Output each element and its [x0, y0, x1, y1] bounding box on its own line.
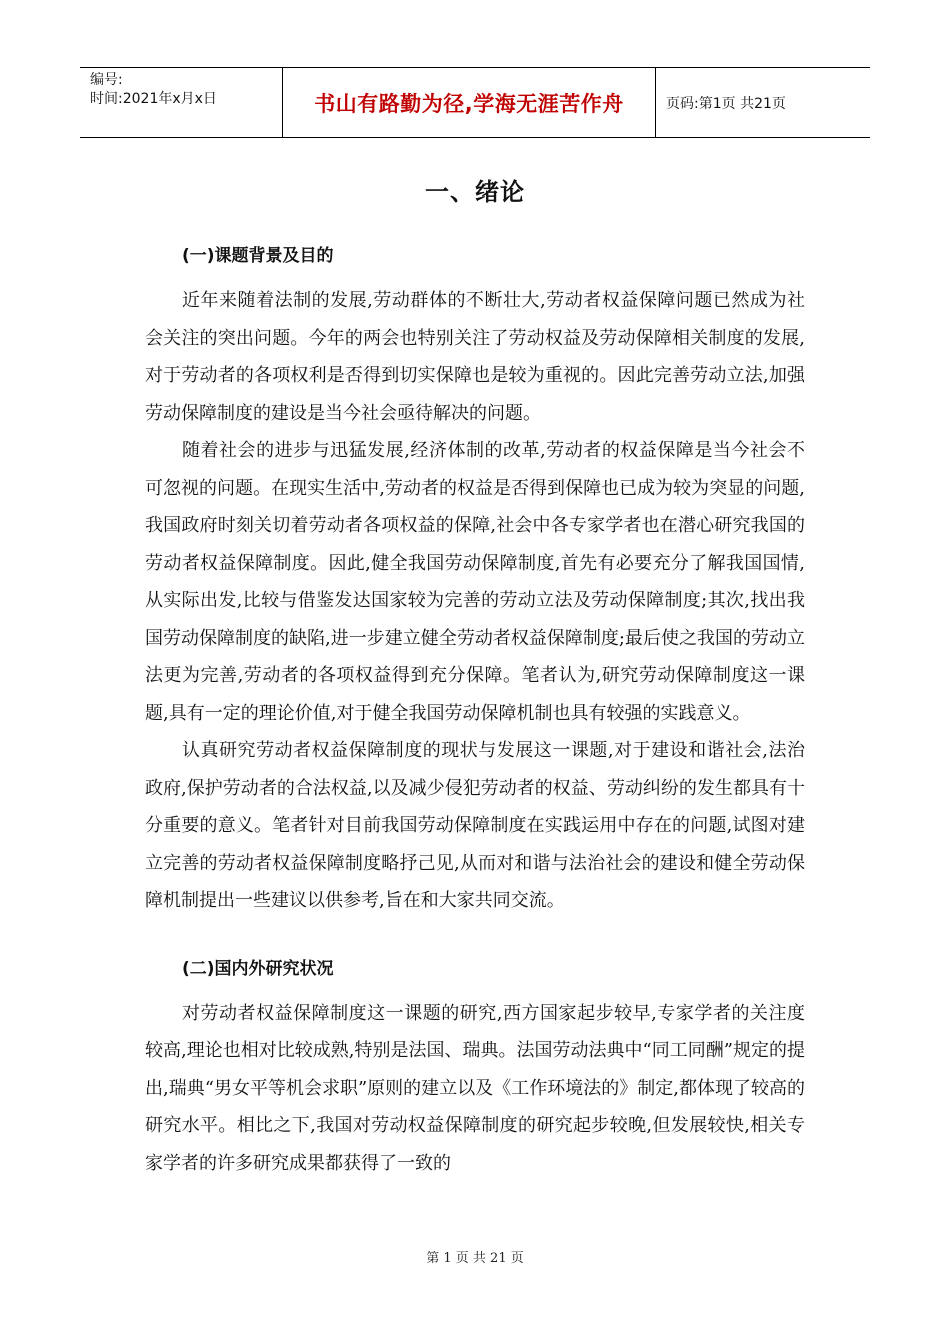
document-body [145, 160, 805, 1182]
paragraph: 随着社会的进步与迅猛发展,经济体制的改革,劳动者的权益保障是当今社会不可忽视的问题。在现实生活中,劳动者的权益是否得到保障也已成为较为突显的问题,我国政府时刻关切着劳动者各项权益的保障,社会中各专家学者也在潜心研究我国的劳动者权益保障制度。因此,健全我国劳动保障制度,首先有必要充分了解我国国情,从实际出发,比较与借鉴发达国家较为完善的劳动立法及劳动保障制度;其次,找出我国劳动保障制度的缺陷,进一步建立健全劳动者权益保障制度;最后使之我国的劳动立法更为完善,劳动者的各项权益得到充分保障。笔者认为,研究劳动保障制度这一课题,具有一定的理论价值,对于健全我国劳动保障机制也具有较强的实践意义。 [145, 440, 805, 724]
page-header [80, 67, 870, 138]
paragraph: 近年来随着法制的发展,劳动群体的不断壮大,劳动者权益保障问题已然成为社会关注的突出问题。今年的两会也特别关注了劳动权益及劳动保障相关制度的发展,对于劳动者的各项权利是否得到切实保障也是较为重视的。因此完善劳动立法,加强劳动保障制度的建设是当今社会亟待解决的问题。 [145, 290, 805, 424]
header-meta [80, 68, 282, 137]
document-title: 一、绪论 [425, 178, 525, 206]
page-footer: 第 1 页 共 21 页 [426, 1251, 524, 1266]
paragraph: 对劳动者权益保障制度这一课题的研究,西方国家起步较早,专家学者的关注度较高,理论也相对比较成熟,特别是法国、瑞典。法国劳动法典中“同工同酬”规定的提出,瑞典“男女平等机会求职”原则的建立以及《工作环境法的》制定,都体现了较高的研究水平。相比之下,我国对劳动权益保障制度的研究起步较晚,但发展较快,相关专家学者的许多研究成果都获得了一致的 [145, 1002, 805, 1174]
document-number-label: 编号: [90, 72, 123, 88]
paragraph: 认真研究劳动者权益保障制度的现状与发展这一课题,对于建设和谐社会,法治政府,保护劳动者的合法权益,以及减少侵犯劳动者的权益、劳动纠纷的发生都具有十分重要的意义。笔者针对目前我国劳动保障制度在实践运用中存在的问题,试图对建立完善的劳动者权益保障制度略抒己见,从而对和谐与法治社会的建设和健全劳动保障机制提出一些建议以供参考,旨在和大家共同交流。 [145, 740, 805, 911]
section-heading: (二)国内外研究状况 [182, 958, 334, 979]
section-heading: (一)课题背景及目的 [182, 246, 334, 266]
document-date-label: 时间:2021年x月x日 [90, 91, 217, 107]
header-motto: 书山有路勤为径,学海无涯苦作舟 [282, 68, 656, 137]
header-page-info: 页码:第1页 共21页 [666, 95, 786, 112]
